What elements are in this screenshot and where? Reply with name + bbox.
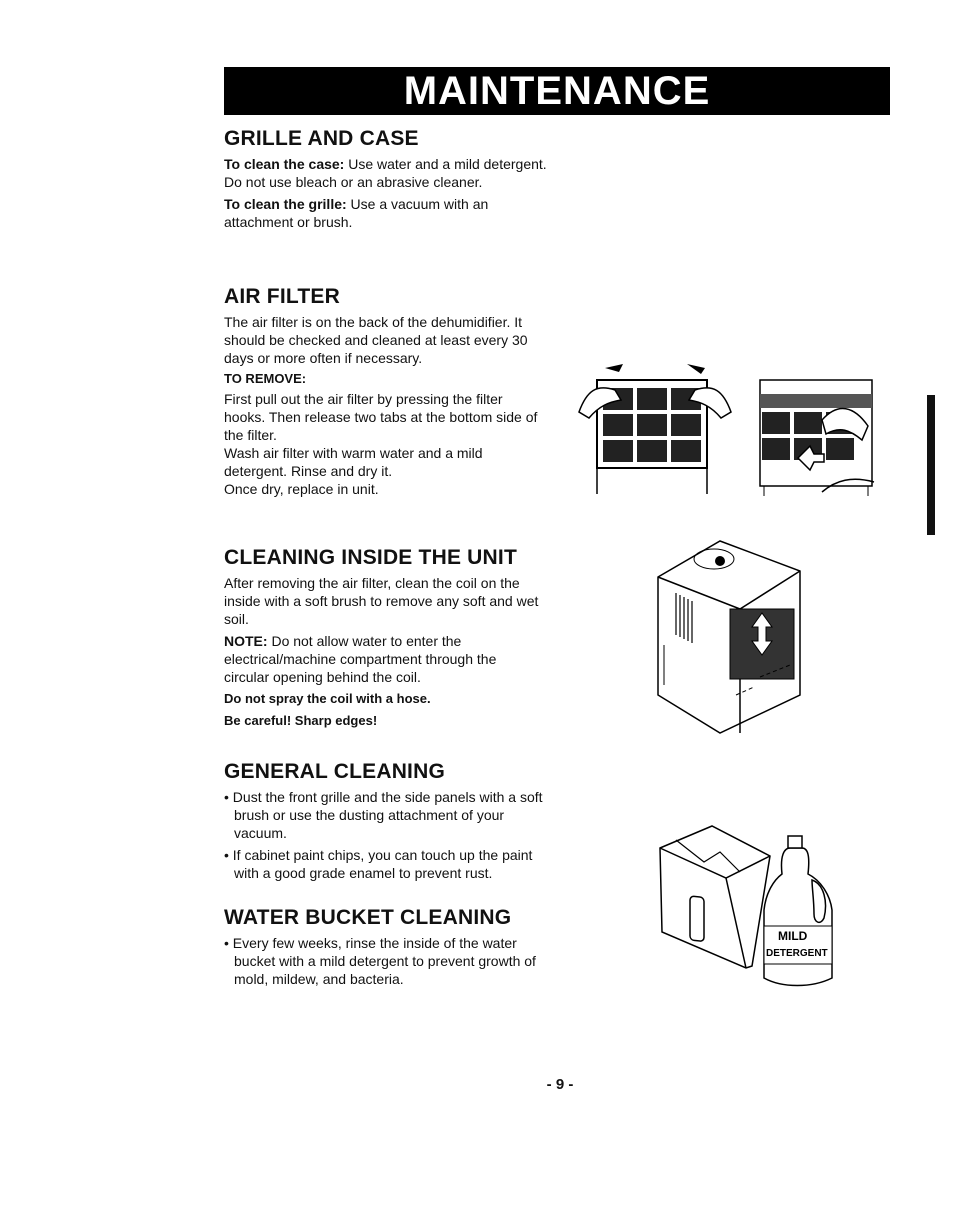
grille-cleaning-text (224, 195, 554, 231)
general-cleaning-section (224, 760, 554, 886)
to-remove-heading: TO REMOVE: (224, 371, 307, 386)
page-number: - 9 - (546, 1076, 574, 1093)
cleaning-inside-heading: CLEANING INSIDE THE UNIT (224, 546, 517, 569)
remove-step-1: First pull out the air filter by pressing the filter hooks. Then release two tabs at the bottom side of the filter. (224, 391, 538, 443)
remove-step-3: Once dry, replace in unit. (224, 481, 379, 497)
bottle-label-detergent: DETERGENT (766, 948, 828, 959)
note-text: Do not allow water to enter the electrical/machine compartment through the circular opening behind the coil. (224, 633, 497, 685)
remove-step-2: Wash air filter with warm water and a mild detergent. Rinse and dry it. (224, 445, 483, 479)
general-bullet-2: • If cabinet paint chips, you can touch up the paint with a good grade enamel to prevent rust. (224, 847, 533, 881)
general-cleaning-heading: GENERAL CLEANING (224, 760, 445, 783)
cleaning-inside-section (224, 546, 544, 734)
grille-label: To clean the grille: (224, 196, 347, 212)
unit-coil-illustration (650, 535, 810, 740)
water-bucket-heading: WATER BUCKET CLEANING (224, 906, 512, 929)
air-filter-intro: The air filter is on the back of the dehumidifier. It should be checked and cleaned at least every 30 days or more often if necessary. (224, 314, 528, 366)
bottle-label-mild: MILD (778, 929, 808, 943)
note-label: NOTE: (224, 633, 268, 649)
cleaning-inside-intro: After removing the air filter, clean the coil on the inside with a soft brush to remove any soft and wet soil. (224, 575, 539, 627)
grille-and-case-section (224, 127, 554, 235)
general-bullet-1: • Dust the front grille and the side panels with a soft brush or use the dusting attachment of your vacuum. (224, 789, 543, 841)
water-bucket-bullet-1: • Every few weeks, rinse the inside of the water bucket with a mild detergent to prevent growth of mold, mildew, and bacteria. (224, 935, 536, 987)
grille-instructions: Use a vacuum with an attachment or brush. (224, 196, 489, 230)
filter-slide-illustration (752, 376, 880, 498)
hose-warning: Do not spray the coil with a hose. (224, 691, 431, 706)
water-bucket-section (224, 906, 554, 992)
side-thumb-tab (927, 395, 935, 535)
air-filter-heading: AIR FILTER (224, 285, 340, 308)
air-filter-section (224, 285, 546, 498)
filter-pull-illustration (575, 360, 735, 498)
case-label: To clean the case: (224, 156, 345, 172)
case-instructions: Use water and a mild detergent. Do not use bleach or an abrasive cleaner. (224, 156, 547, 190)
sharp-edges-warning: Be careful! Sharp edges! (224, 713, 378, 728)
page-title: MAINTENANCE (224, 67, 890, 115)
case-cleaning-text (224, 155, 554, 191)
bucket-detergent-illustration (652, 822, 838, 990)
grille-heading: GRILLE AND CASE (224, 127, 419, 150)
cleaning-inside-note (224, 632, 544, 686)
